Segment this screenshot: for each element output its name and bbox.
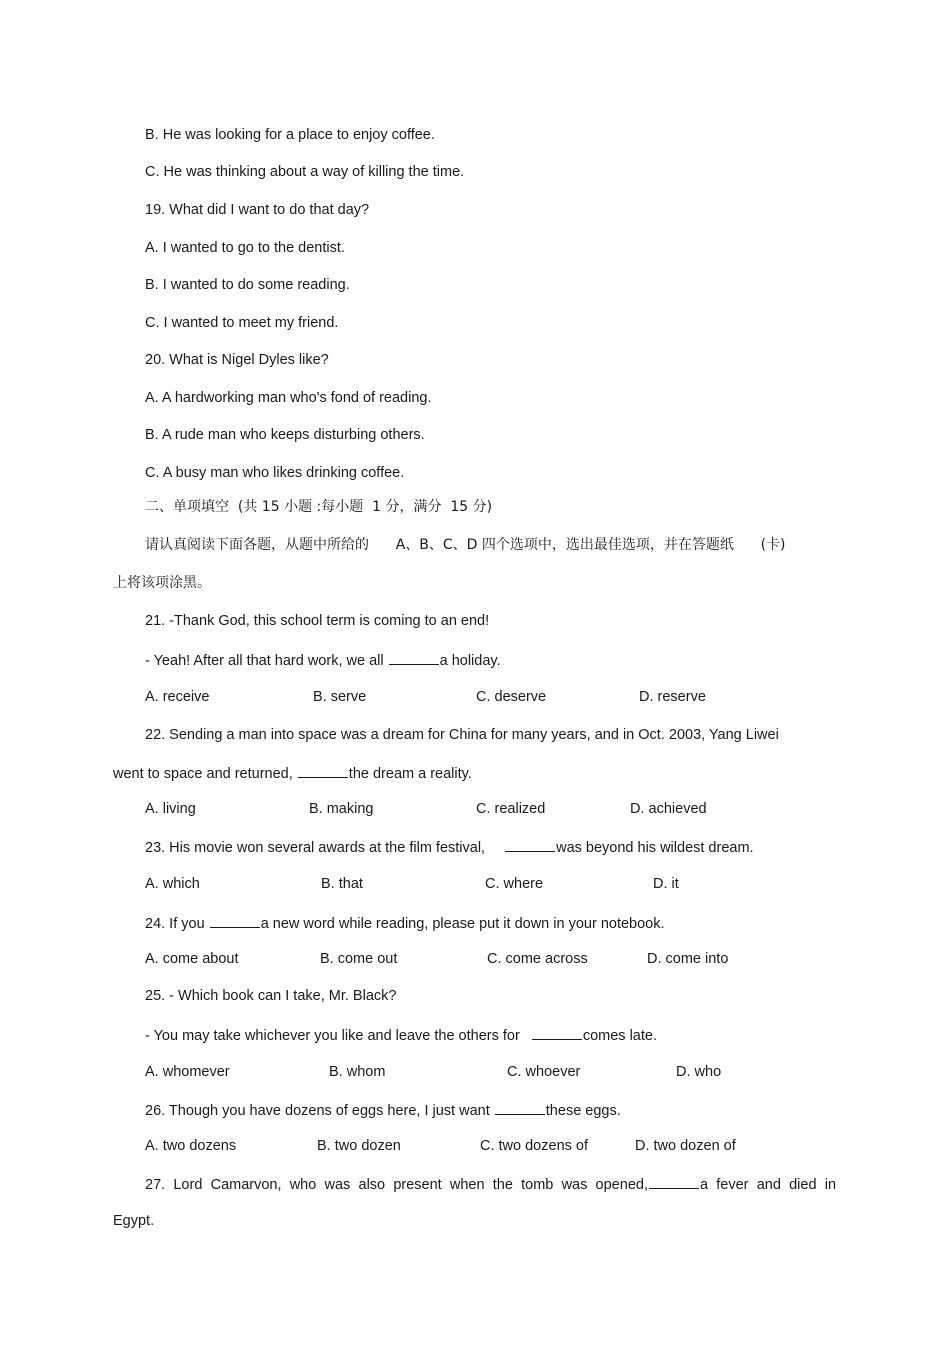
q23-stem-end: was beyond his wildest dream. [556, 840, 754, 856]
section-instructions-line1: 请认真阅读下面各题，从题中所给的 A、B、C、D 四个选项中，选出最佳选项，并在答题纸 (卡) [145, 537, 786, 553]
q25-option-c: C. whoever [507, 1064, 581, 1080]
q24-option-b: B. come out [320, 951, 398, 967]
q26-option-d: D. two dozen of [635, 1138, 736, 1154]
q24-stem-end: a new word while reading, please put it down in your notebook. [260, 916, 665, 932]
q26-option-c: C. two dozens of [480, 1138, 588, 1154]
q23-option-d: D. it [653, 876, 679, 892]
q19-stem: 19. What did I want to do that day? [145, 202, 370, 218]
q26-stem [145, 1100, 621, 1120]
q18-option-c: C. He was thinking about a way of killing the time. [145, 164, 465, 180]
q19-option-a: A. I wanted to go to the dentist. [145, 240, 345, 256]
q19-option-b: B. I wanted to do some reading. [145, 277, 350, 293]
q21-reply [145, 650, 501, 670]
q27-stem-text: 27. Lord Camarvon, who was also present when the tomb was opened, [145, 1177, 648, 1193]
q23-option-b: B. that [321, 876, 363, 892]
q26-option-a: A. two dozens [145, 1138, 237, 1154]
q22-option-c: C. realized [476, 801, 546, 817]
q26-stem-text: 26. Though you have dozens of eggs here, I just want [145, 1103, 494, 1119]
q22-option-a: A. living [145, 801, 196, 817]
q22-option-b: B. making [309, 801, 374, 817]
q25-reply-end: comes late. [582, 1028, 657, 1044]
q21-stem: 21. -Thank God, this school term is coming to an end! [145, 613, 490, 629]
answer-blank [210, 913, 260, 928]
q27-stem-end: a fever and died in [699, 1177, 837, 1193]
q22-stem-line2 [113, 763, 472, 783]
q23-stem [145, 837, 754, 857]
q20-option-c: C. A busy man who likes drinking coffee. [145, 465, 405, 481]
answer-blank [298, 763, 348, 778]
q27-stem-line2: Egypt. [113, 1213, 155, 1229]
section-heading: 二、单项填空 (共 15 小题 :每小题 1 分，满分 15 分) [145, 499, 493, 515]
q23-option-c: C. where [485, 876, 544, 892]
answer-blank [505, 837, 555, 852]
q23-stem-text: 23. His movie won several awards at the film festival, [145, 840, 490, 856]
q26-stem-end: these eggs. [545, 1103, 621, 1119]
q25-option-d: D. who [676, 1064, 722, 1080]
answer-blank [532, 1025, 582, 1040]
q22-stem-line1: 22. Sending a man into space was a dream for China for many years, and in Oct. 2003, Yang Liwei [145, 727, 779, 743]
q24-stem [145, 913, 665, 933]
q26-option-b: B. two dozen [317, 1138, 401, 1154]
q21-option-c: C. deserve [476, 689, 547, 705]
q24-option-a: A. come about [145, 951, 239, 967]
q24-option-c: C. come across [487, 951, 588, 967]
q20-stem: 20. What is Nigel Dyles like? [145, 352, 329, 368]
q19-option-c: C. I wanted to meet my friend. [145, 315, 339, 331]
q21-option-a: A. receive [145, 689, 210, 705]
q24-option-d: D. come into [647, 951, 729, 967]
q25-reply-text: - You may take whichever you like and leave the others for [145, 1028, 524, 1044]
q20-option-b: B. A rude man who keeps disturbing others. [145, 427, 425, 443]
q27-stem-line1 [145, 1174, 836, 1194]
answer-blank [389, 650, 439, 665]
section-instructions-line2: 上将该项涂黑。 [113, 575, 211, 591]
q25-option-a: A. whomever [145, 1064, 230, 1080]
q24-stem-text: 24. If you [145, 916, 209, 932]
q21-option-d: D. reserve [639, 689, 706, 705]
q22-stem-text: went to space and returned, [113, 766, 297, 782]
q25-option-b: B. whom [329, 1064, 386, 1080]
q25-reply [145, 1025, 657, 1045]
q25-stem: 25. - Which book can I take, Mr. Black? [145, 988, 397, 1004]
answer-blank [649, 1174, 699, 1189]
q22-option-d: D. achieved [630, 801, 707, 817]
q20-option-a: A. A hardworking man who's fond of reading. [145, 390, 432, 406]
q21-reply-end: a holiday. [439, 653, 501, 669]
q23-option-a: A. which [145, 876, 200, 892]
q18-option-b: B. He was looking for a place to enjoy coffee. [145, 127, 435, 143]
answer-blank [495, 1100, 545, 1115]
q21-reply-text: - Yeah! After all that hard work, we all [145, 653, 388, 669]
q22-stem-end: the dream a reality. [348, 766, 472, 782]
q21-option-b: B. serve [313, 689, 367, 705]
